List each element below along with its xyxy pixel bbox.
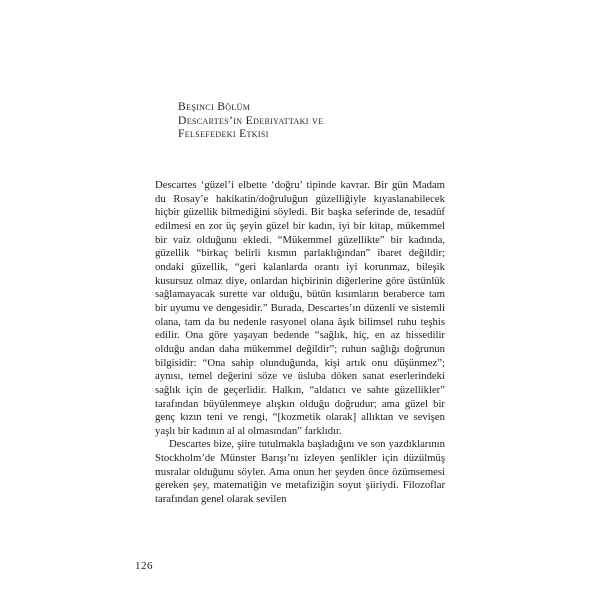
paragraph-2: Descartes bize, şiire tutulmakla başladığını ve son yazdıklarının Stockholm’de Münster Barışı’nı izleyen şenlikler için düzülmüş mısralar olduğunu söyler. Ama onun her şeyden önce özümsemesi gereken şey, matematiğin ve metafiziğin soyut şiiriydi. Filozoflar tarafından genel olarak sevilen xyxy=(155,438,445,506)
paragraph-1: Descartes ‘güzel’i elbette ‘doğru’ tipinde kavrar. Bir gün Madam du Rosay’e hakikatin/doğruluğun güzelliğiyle kıyaslanabilecek hiçbir güzellik bilmediğini söyledi. Bir başka seferinde de, tesadüf edilmesi en zor üç şeyin güzel bir kadın, iyi bir kitap, mükemmel bir vaiz olduğunu ekledi. “Mükemmel güzellikte” bir kadında, güzellik “birkaç belirli kısmın parlaklığından” ibaret değildir; ondaki güzellik, “geri kalanlarda orantı iyi korunmaz, bileşik kusursuz olmaz diye, onlardan hiçbirinin diğerlerine göre üstünlük sağlamayacak surette var olduğu, bütün kısımların beraberce tam bir uyumu ve dengesidir.” Burada, Descartes’ın düzenli ve sistemli olana, tam da bu nedenle rasyonel olana âşık bilimsel ruhu teşhis edilir. Ona göre yaşayan bedende “sağlık, hiç, en az hissedilir olduğu andan daha mükemmel değildir”; ruhun sağlığı doğrunun bilgisidir: “Ona sahip olunduğunda, kişi artık onu düşünmez”; aynısı, temel değerini söze ve üsluba döken sanat eserlerindeki sağlık için de geçerlidir. Halkın, “aldatıcı ve sahte güzellikler” tarafından büyülenmeye alışkın olduğu doğrudur; ama güzel bir genç kızın teni ve rengi, “[kozmetik olarak] allıktan ve sevişen yaşlı bir kadının al al olmasından” farklıdır. xyxy=(155,179,445,437)
chapter-title-line-1: Descartes’ın Edebiyattaki ve xyxy=(178,113,324,127)
chapter-number: Beşinci Bölüm xyxy=(178,100,251,113)
chapter-heading xyxy=(178,100,323,141)
body-text xyxy=(155,179,445,507)
chapter-title-line-2: Felsefedeki Etkisi xyxy=(178,127,269,141)
page-number: 126 xyxy=(135,560,153,572)
